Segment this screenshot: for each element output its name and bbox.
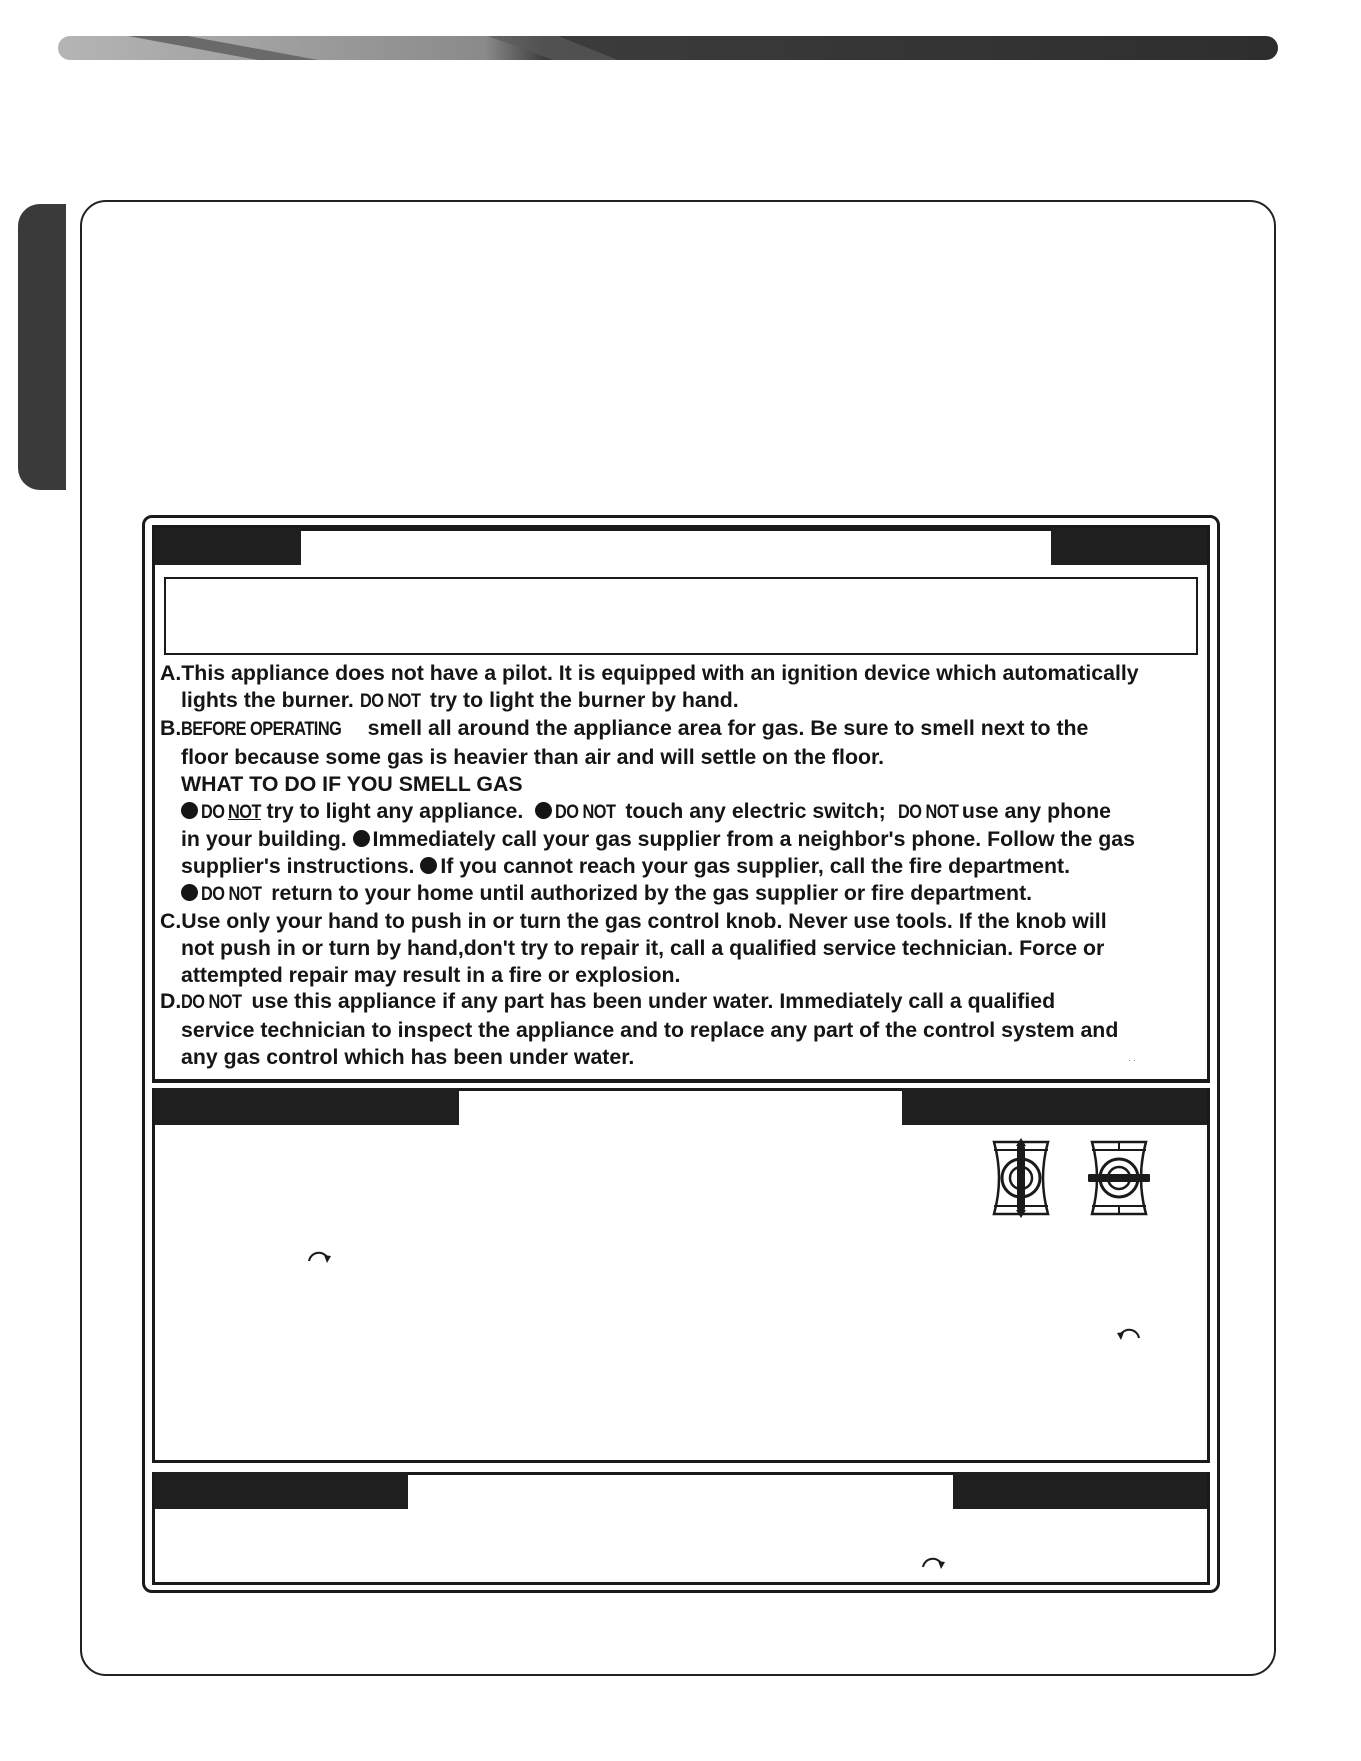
item-c-line1: C.Use only your hand to push in or turn the gas control knob. Never use tools. If the knob will bbox=[160, 909, 1107, 934]
item-b-line1: B.BEFORE OPERATING smell all around the appliance area for gas. Be sure to smell next to the bbox=[160, 716, 1089, 741]
section2-header-left bbox=[155, 1088, 459, 1125]
bullet-icon bbox=[420, 857, 437, 874]
bullet-icon bbox=[535, 802, 552, 819]
section1-header-strip bbox=[301, 528, 1051, 565]
tiny-mark: · · bbox=[1128, 1056, 1136, 1065]
section2-header-right bbox=[902, 1088, 1207, 1125]
item-a-line2: lights the burner. DO NOT try to light the burner by hand. bbox=[181, 687, 739, 712]
item-d-line2: service technician to inspect the appliance and to replace any part of the control system and bbox=[181, 1018, 1119, 1043]
gas-knob-vertical-icon bbox=[990, 1138, 1052, 1218]
header-bar bbox=[58, 36, 1278, 60]
bullet-icon bbox=[181, 884, 198, 901]
section3-header-strip bbox=[408, 1472, 953, 1509]
bullet-icon bbox=[181, 802, 198, 819]
gas-bullets-line2: in your building. Immediately call your gas supplier from a neighbor's phone. Follow the gas bbox=[181, 827, 1135, 852]
item-b-line2: floor because some gas is heavier than air and will settle on the floor. bbox=[181, 745, 884, 770]
counterclockwise-arrow-icon bbox=[1116, 1322, 1142, 1342]
item-a-line1: A.This appliance does not have a pilot. It is equipped with an ignition device which automatically bbox=[160, 661, 1139, 685]
what-to-do-heading: WHAT TO DO IF YOU SMELL GAS bbox=[181, 771, 523, 796]
bullet-icon bbox=[353, 830, 370, 847]
safety-instructions bbox=[160, 660, 1210, 1071]
warning-box bbox=[164, 577, 1198, 655]
clockwise-arrow-icon bbox=[306, 1245, 332, 1265]
section1-header-right bbox=[1051, 528, 1207, 565]
item-d-line1: D.DO NOT use this appliance if any part has been under water. Immediately call a qualified bbox=[160, 989, 1056, 1014]
gas-bullets-line1: DO NOT try to light any appliance. DO NOT touch any electric switch; DO NOT use any phone bbox=[160, 798, 1210, 827]
gas-bullets-line3: supplier's instructions. If you cannot reach your gas supplier, call the fire department. bbox=[181, 853, 1070, 878]
section3-header-left bbox=[155, 1472, 408, 1509]
item-c-line2: not push in or turn by hand,don't try to repair it, call a qualified service technician. Force or bbox=[181, 936, 1105, 961]
section3-header-right bbox=[953, 1472, 1207, 1509]
side-tab bbox=[18, 204, 66, 490]
section1-header-left bbox=[155, 528, 301, 565]
item-c-line3: attempted repair may result in a fire or explosion. bbox=[181, 962, 681, 987]
gas-knob-horizontal-icon bbox=[1088, 1138, 1150, 1218]
item-d-line3: any gas control which has been under water. bbox=[181, 1044, 635, 1069]
clockwise-arrow-icon bbox=[920, 1551, 946, 1571]
gas-bullets-line4: DO NOT return to your home until authorized by the gas supplier or fire department. bbox=[160, 880, 1210, 909]
section2-header-strip bbox=[459, 1088, 902, 1125]
